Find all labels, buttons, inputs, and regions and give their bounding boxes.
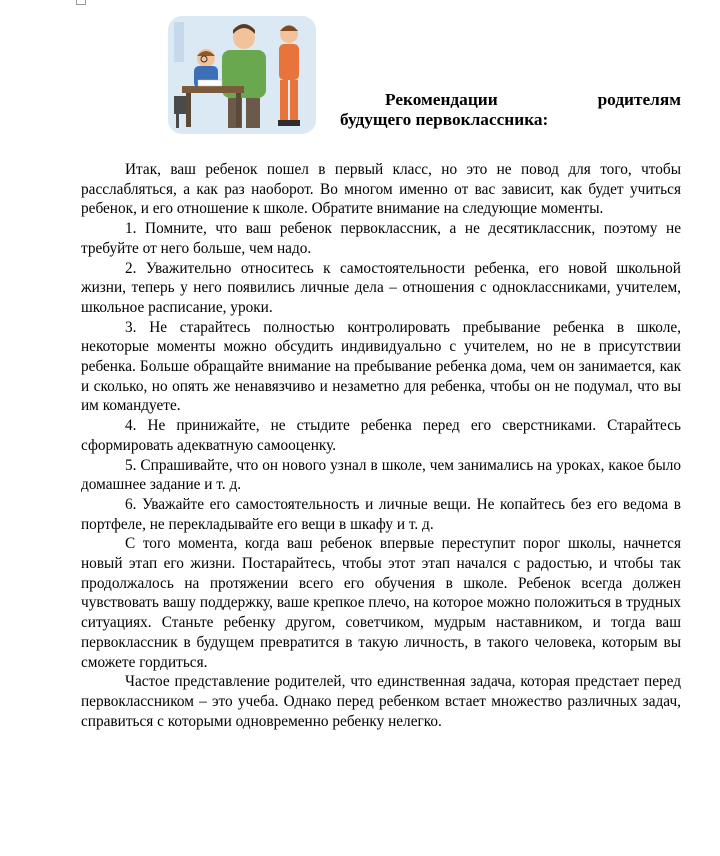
paragraph-item-1: 1. Помните, что ваш ребенок первоклассник, а не десятиклассник, поэтому не требуйте от него больше, чем надо. <box>81 220 681 257</box>
title-word-recommendations: Рекомендации <box>385 90 498 109</box>
paragraph-item-3: 3. Не старайтесь полностью контролировать пребывание ребенка в школе, некоторые моменты можно обсудить индивидуально с учителем, но не в присутствии ребенка. Больше обращайте внимание на пребывание ребенка дома, чем он занимается, как и сколько, но опять же ненавязчиво и незаметно для ребенка, чтобы он не подумал, что вы им командуете. <box>81 318 681 415</box>
paragraph-new-stage: С того момента, когда ваш ребенок впервые переступит порог школы, начнется новый этап его жизни. Постарайтесь, чтобы этот этап начался с радостью, и чтобы так продолжалось на протяжении всего его обучения в школе. Ребенок всегда должен чувствовать вашу поддержку, ваше крепкое плечо, на которое можно положиться в трудных ситуациях. Станьте ребенку другом, советчиком, мудрым наставником, и тогда ваш первоклассник в будущем превратится в такую личность, в такого человека, которым вы сможете гордиться. <box>81 535 681 671</box>
paragraph-item-5: 5. Спрашивайте, что он нового узнал в школе, чем занимались на уроках, какое было домашнее задание и т. д. <box>81 456 681 494</box>
paragraph-conclusion: Частое представление родителей, что единственная задача, которая предстает перед первоклассником – это учеба. Однако перед ребенком встает множество различных задач, справиться с которыми одновременно ребенку нелегко. <box>81 673 681 730</box>
title-word-parents: родителям <box>597 90 681 109</box>
paragraph-item-4: 4. Не принижайте, не стыдите ребенка перед его сверстниками. Старайтесь сформировать адекватную самооценку. <box>81 417 681 454</box>
page-title <box>340 90 681 130</box>
paragraph-item-6: 6. Уважайте его самостоятельность и личные вещи. Не копайтесь без его ведома в портфеле, не перекладывайте его вещи в шкафу и т. д. <box>81 495 681 533</box>
page-corner-mark <box>76 0 86 5</box>
family-homework-illustration <box>168 16 316 134</box>
title-line-2: будущего первоклассника: <box>340 110 549 129</box>
document-body <box>81 160 681 731</box>
paragraph-item-2: 2. Уважительно относитесь к самостоятельности ребенка, его новой школьной жизни, теперь у него появились личные дела – отношения с одноклассниками, учителем, школьное расписание, уроки. <box>81 259 681 316</box>
paragraph-intro: Итак, ваш ребенок пошел в первый класс, но это не повод для того, чтобы расслабляться, а как раз наоборот. Во многом именно от вас зависит, как будет учиться ребенок, и его отношение к школе. Обратите внимание на следующие моменты. <box>81 161 681 218</box>
